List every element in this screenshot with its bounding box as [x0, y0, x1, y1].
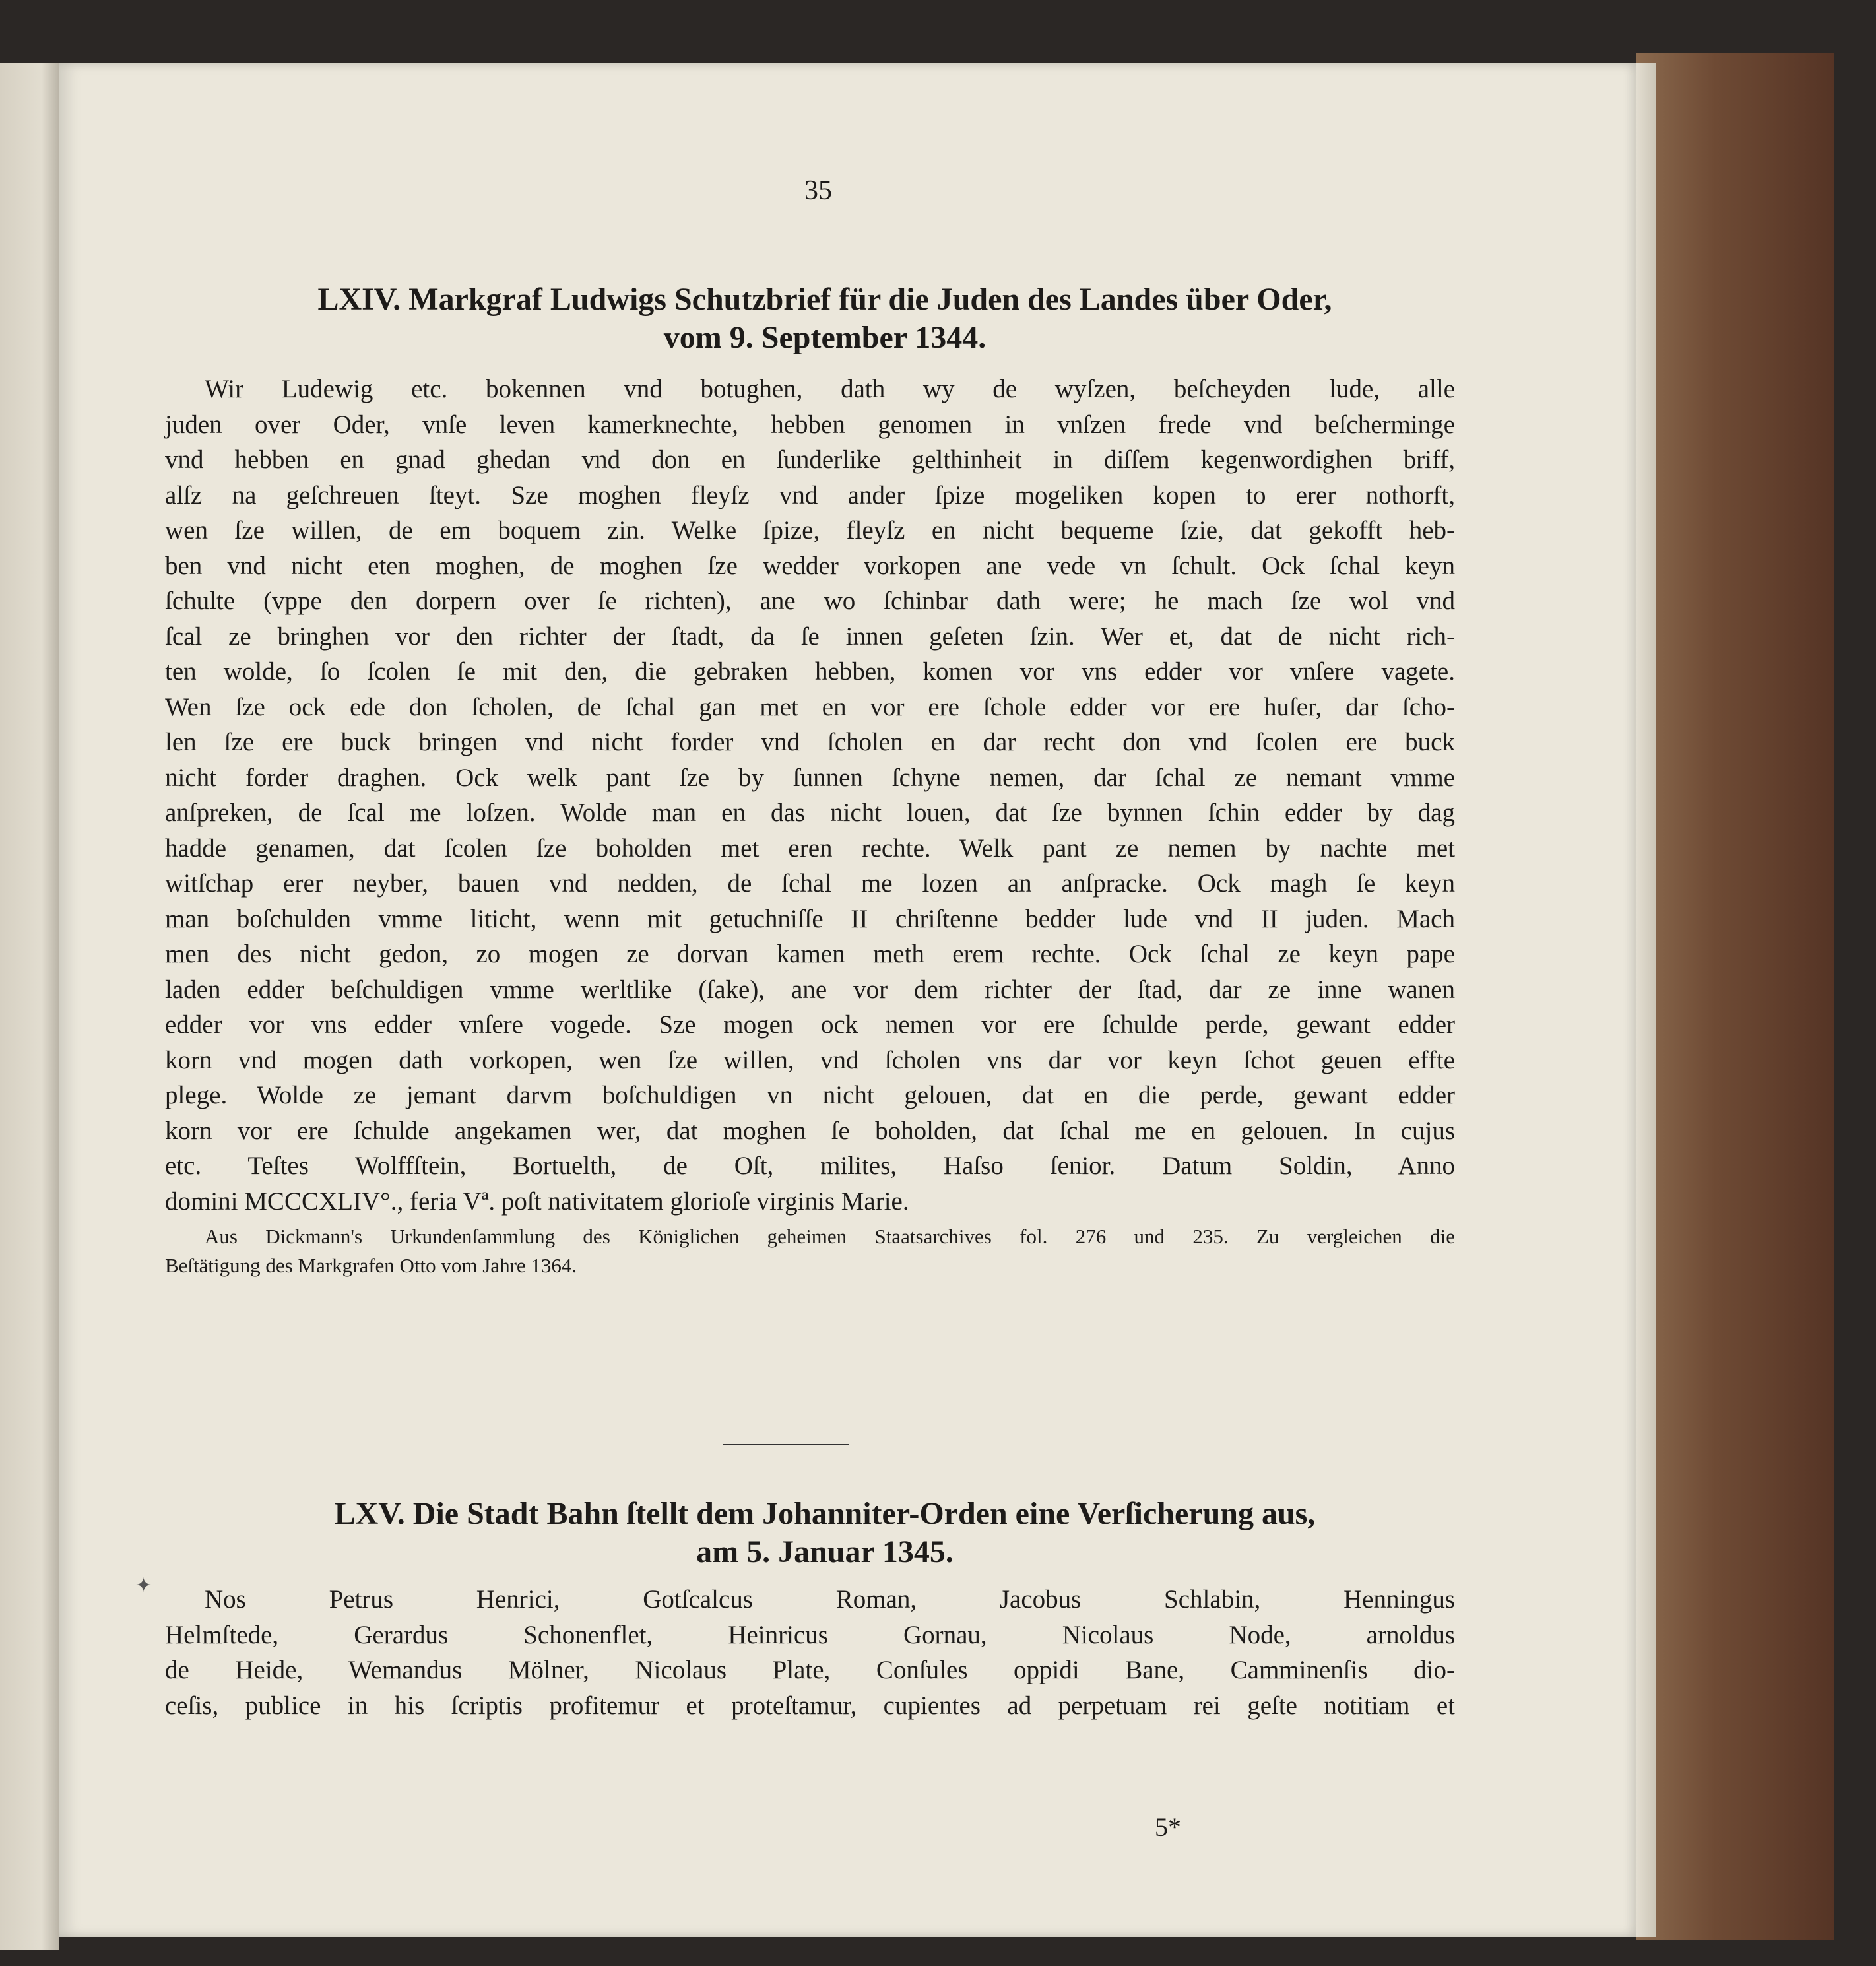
document-64-source-note: [165, 1222, 1455, 1280]
text-line: ben vnd nicht eten moghen, de moghen ſze wedder vorkopen ane vede vn ſchult. Ock ſchal keyn: [165, 551, 1455, 580]
footnote-line: Aus Dickmann's Urkundenſammlung des Königlichen geheimen Staatsarchives fol. 276 und 235. Zu vergleichen die: [205, 1225, 1455, 1248]
footnote-line: Beſtätigung des Markgrafen Otto vom Jahre 1364.: [165, 1254, 577, 1277]
text-line: ten wolde, ſo ſcolen ſe mit den, die gebraken hebben, komen vor vns edder vor vnſere vagete.: [165, 657, 1455, 686]
heading-line: am 5. Januar 1345.: [696, 1534, 954, 1569]
page-number: 35: [804, 176, 832, 206]
text-line: hadde genamen, dat ſcolen ſze boholden met eren rechte. Welk pant ze nemen by nachte met: [165, 834, 1455, 863]
left-page-edge: [0, 63, 59, 1950]
text-line: men des nicht gedon, zo mogen ze dorvan kamen meth erem rechte. Ock ſchal ze keyn pape: [165, 940, 1455, 968]
text-line: ceſis, publice in his ſcriptis profitemur et proteſtamur, cupientes ad perpetuam rei geſte notitiam et: [165, 1691, 1455, 1720]
text-line: wen ſze willen, de em boquem zin. Welke ſpize, fleyſz en nicht bequeme ſzie, dat gekofft heb-: [165, 516, 1455, 544]
text-line: laden edder beſchuldigen vmme werltlike (ſake), ane vor dem richter der ſtad, dar ze inne wanen: [165, 975, 1455, 1004]
document-64-heading: [165, 280, 1485, 357]
printer-signature: 5*: [1155, 1812, 1181, 1842]
text-line: Wen ſze ock ede don ſcholen, de ſchal gan met en vor ere ſchole edder vor ere huſer, dar ſcho-: [165, 692, 1455, 721]
heading-line: LXIV. Markgraf Ludwigs Schutzbrief für die Juden des Landes über Oder,: [317, 282, 1332, 317]
text-line: witſchap erer neyber, bauen vnd nedden, de ſchal me lozen an anſpracke. Ock magh ſe keyn: [165, 869, 1455, 898]
text-line: juden over Oder, vnſe leven kamerknechte, hebben genomen in vnſzen frede vnd beſcherminge: [165, 410, 1455, 439]
text-line: plege. Wolde ze jemant darvm boſchuldigen vn nicht gelouen, dat en die perde, gewant edder: [165, 1081, 1455, 1109]
document-65-body: [165, 1582, 1455, 1723]
text-line: Nos Petrus Henrici, Gotſcalcus Roman, Jacobus Schlabin, Henningus: [205, 1585, 1455, 1614]
text-line: domini MCCCXLIV°., feria Vª. poſt nativitatem glorioſe virginis Marie.: [165, 1187, 909, 1216]
text-line: alſz na geſchreuen ſteyt. Sze moghen fleyſz vnd ander ſpize mogeliken kopen to erer nothorft,: [165, 480, 1455, 509]
text-line: ſcal ze bringhen vor den richter der ſtadt, da ſe innen geſeten ſzin. Wer et, dat de nicht rich-: [165, 622, 1455, 651]
text-line: len ſze ere buck bringen vnd nicht forder vnd ſcholen en dar recht don vnd ſcolen ere buck: [165, 728, 1455, 756]
text-line: ſchulte (vppe den dorpern over ſe richten), ane wo ſchinbar dath were; he mach ſze wol vnd: [165, 587, 1455, 615]
text-line: man boſchulden vmme liticht, wenn mit getuchniſſe II chriſtenne bedder lude vnd II juden. Mach: [165, 904, 1455, 933]
text-line: etc. Teſtes Wolffſtein, Bortuelth, de Oſt, milites, Haſso ſenior. Datum Soldin, Anno: [165, 1152, 1455, 1180]
document-64-body: [165, 372, 1455, 1219]
text-line: Helmſtede, Gerardus Schonenflet, Heinricus Gornau, Nicolaus Node, arnoldus: [165, 1620, 1455, 1649]
text-line: korn vor ere ſchulde angekamen wer, dat moghen ſe boholden, dat ſchal me en gelouen. In cujus: [165, 1116, 1455, 1145]
margin-mark: ✦: [135, 1575, 152, 1596]
text-line: Wir Ludewig etc. bokennen vnd botughen, dath wy de wyſzen, beſcheyden lude, alle: [205, 375, 1455, 403]
document-65-heading: [165, 1495, 1485, 1571]
section-divider: [723, 1444, 849, 1445]
text-line: de Heide, Wemandus Mölner, Nicolaus Plate, Conſules oppidi Bane, Camminenſis dio-: [165, 1656, 1455, 1684]
heading-line: vom 9. September 1344.: [663, 320, 987, 355]
text-line: korn vnd mogen dath vorkopen, wen ſze willen, vnd ſcholen vns dar vor keyn ſchot geuen effte: [165, 1045, 1455, 1074]
text-line: nicht forder draghen. Ock welk pant ſze by ſunnen ſchyne nemen, dar ſchal ze nemant vmme: [165, 763, 1455, 792]
text-line: anſpreken, de ſcal me loſzen. Wolde man en das nicht louen, dat ſze bynnen ſchin edder by dag: [165, 799, 1455, 827]
book-page: [59, 63, 1636, 1937]
heading-line: LXV. Die Stadt Bahn ſtellt dem Johanniter-Orden eine Verſicherung aus,: [334, 1496, 1316, 1531]
text-line: vnd hebben en gnad ghedan vnd don en ſunderlike gelthinheit in diſſem kegenwordighen briff,: [165, 445, 1455, 474]
book-cover-board: [1636, 53, 1834, 1940]
text-line: edder vor vns edder vnſere vogede. Sze mogen ock nemen vor ere ſchulde perde, gewant edder: [165, 1010, 1455, 1039]
